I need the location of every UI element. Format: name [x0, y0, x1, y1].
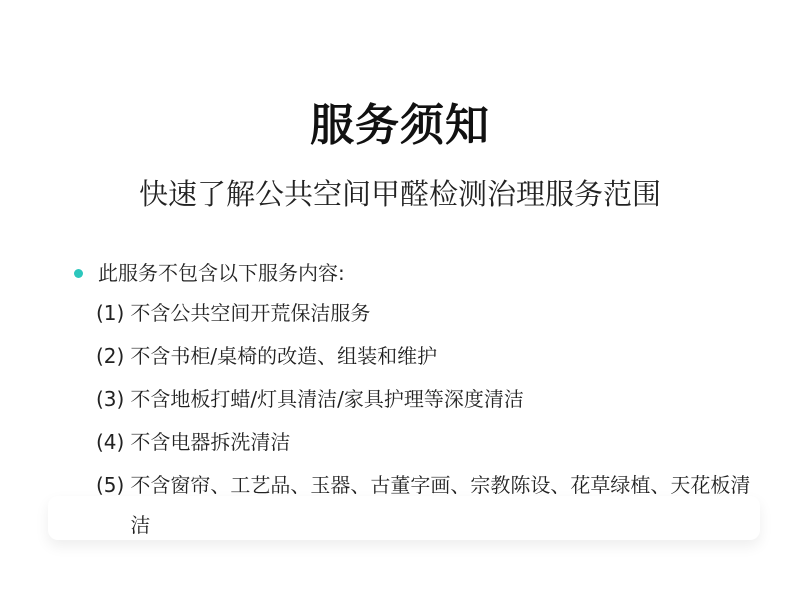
list-item — [72, 339, 752, 376]
item-number: (1) — [96, 301, 125, 325]
exclusion-list — [72, 296, 752, 545]
item-text: 不含窗帘、工艺品、玉器、古董字画、宗教陈设、花草绿植、天花板清洁 — [130, 473, 751, 537]
item-text: 不含公共空间开荒保洁服务 — [130, 301, 371, 325]
item-text: 不含书柜/桌椅的改造、组装和维护 — [130, 344, 438, 368]
list-item — [72, 296, 752, 333]
notice-section — [72, 256, 752, 545]
item-number: (4) — [96, 430, 125, 454]
list-item — [72, 382, 752, 419]
page-subtitle: 快速了解公共空间甲醛检测治理服务范围 — [138, 177, 661, 211]
list-item — [72, 425, 752, 462]
item-text: 不含地板打蜡/灯具清洁/家具护理等深度清洁 — [130, 387, 524, 411]
bullet-dot-icon — [74, 269, 83, 278]
list-item — [72, 468, 752, 545]
item-text: 不含电器拆洗清洁 — [130, 430, 291, 454]
item-number: (2) — [96, 344, 125, 368]
item-number: (3) — [96, 387, 125, 411]
notice-heading-row — [72, 256, 752, 290]
notice-heading: 此服务不包含以下服务内容: — [98, 261, 345, 285]
item-number: (5) — [96, 473, 125, 497]
page-title: 服务须知 — [310, 100, 490, 151]
